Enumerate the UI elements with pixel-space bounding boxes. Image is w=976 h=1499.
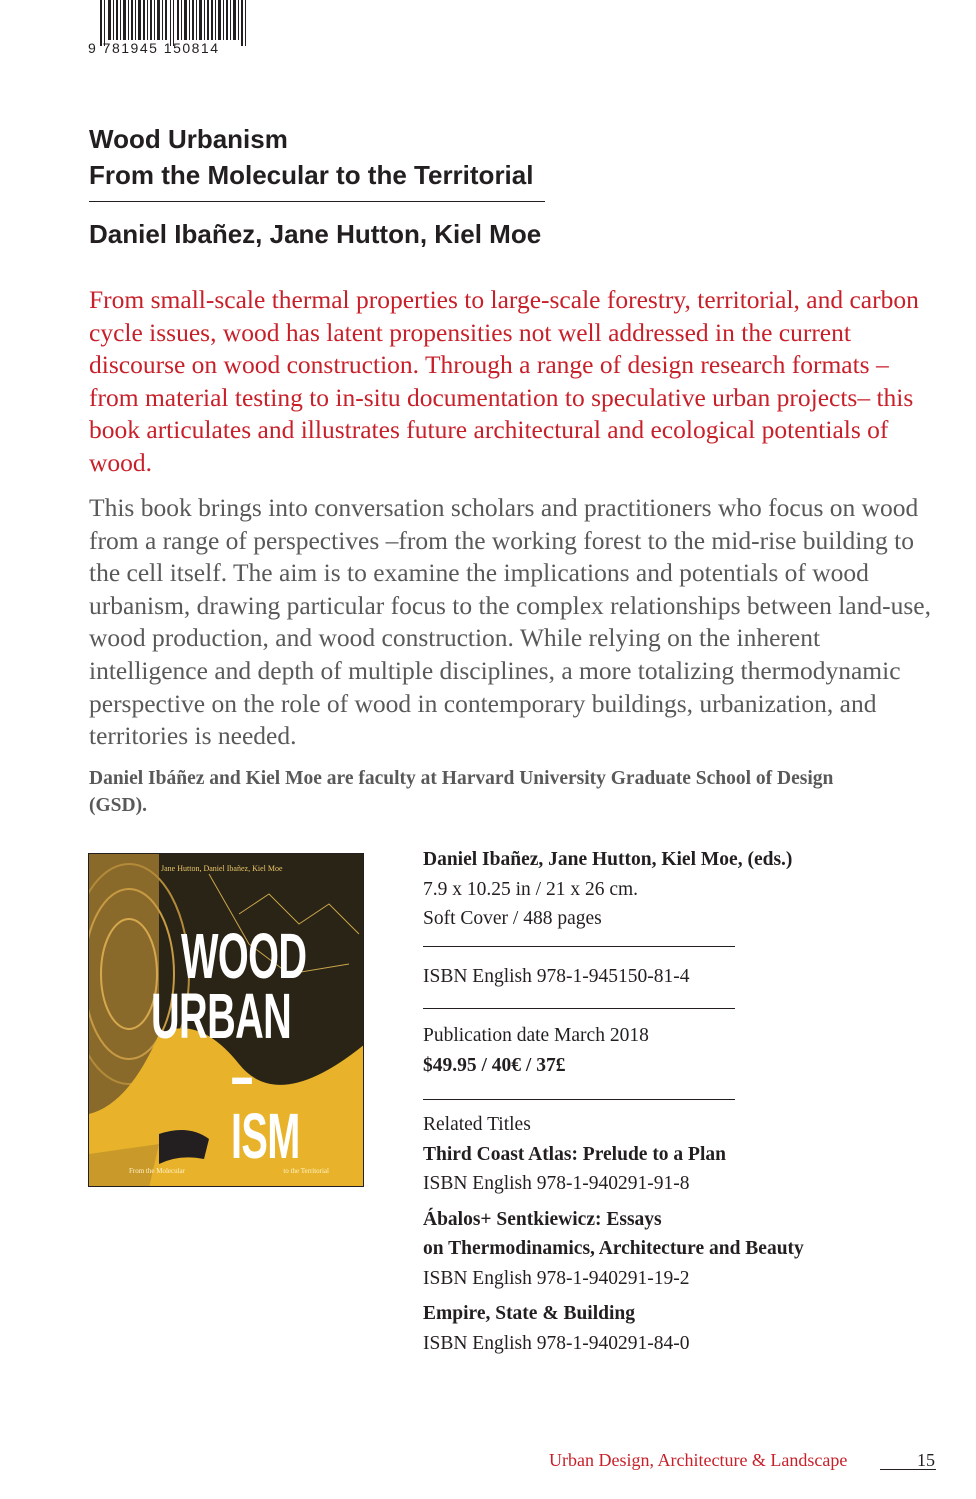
editors: Daniel Ibañez, Jane Hutton, Kiel Moe, (eds.) xyxy=(423,849,793,870)
cover-word-wood: WOOD xyxy=(181,920,307,992)
specs-divider-1 xyxy=(423,946,735,947)
related-title: Ábalos+ Sentkiewicz: Essays xyxy=(423,1208,662,1230)
publication-info xyxy=(423,1021,883,1080)
cover-word-urban: URBAN xyxy=(151,980,292,1052)
cover-authors: Jane Hutton, Daniel Ibañez, Kiel Moe xyxy=(161,864,283,873)
book-authors: Daniel Ibañez, Jane Hutton, Kiel Moe xyxy=(89,219,542,249)
specs-divider-2 xyxy=(423,1008,735,1009)
dimensions: 7.9 x 10.25 in / 21 x 26 cm. xyxy=(423,878,639,900)
book-subtitle: From the Molecular to the Territorial xyxy=(89,160,534,190)
title-divider xyxy=(89,201,545,202)
related-item xyxy=(423,1205,883,1294)
specs-divider-3 xyxy=(423,1099,735,1100)
body-paragraph: This book brings into conversation scholars and practitioners who focus on wood from a range of perspectives –from the working forest to the mid-rise building to the cell itself. The aim is to examine the implications and potentials of wood urbanism, drawing particular focus to the complex relationships between land-use, wood production, and wood construction. While relying on the inherent intelligence and depth of multiple disciplines, a more totalizing thermodynamic perspective on the role of wood in contemporary buildings, urbanization, and territories is needed. xyxy=(89,493,931,751)
section-name: Urban Design, Architecture & Landscape xyxy=(549,1450,848,1470)
related-title: Empire, State & Building xyxy=(423,1303,635,1324)
related-item xyxy=(423,1299,883,1358)
page-number: 15 xyxy=(917,1450,935,1470)
cover-footer xyxy=(129,1167,329,1175)
related-titles xyxy=(423,1110,883,1358)
isbn: ISBN English 978-1-945150-81-4 xyxy=(423,966,690,987)
related-item xyxy=(423,1140,883,1199)
book-cover-image xyxy=(88,853,364,1187)
cover-foot-left: From the Molecular xyxy=(129,1167,185,1175)
book-title-line1: Wood Urbanism xyxy=(89,124,288,154)
related-title: Third Coast Atlas: Prelude to a Plan xyxy=(423,1143,726,1165)
related-isbn: ISBN English 978-1-940291-91-8 xyxy=(423,1173,690,1194)
author-bio: Daniel Ibáñez and Kiel Moe are faculty at Harvard University Graduate School of Design (GSD). xyxy=(89,768,834,816)
cover-word-ism: –ISM xyxy=(231,1040,300,1172)
binding-pages: Soft Cover / 488 pages xyxy=(423,908,602,929)
publication-date: Publication date March 2018 xyxy=(423,1025,649,1046)
related-title-line2: on Thermodinamics, Architecture and Beauty xyxy=(423,1238,804,1259)
related-isbn: ISBN English 978-1-940291-84-0 xyxy=(423,1332,690,1354)
price: $49.95 / 40€ / 37£ xyxy=(423,1054,566,1076)
related-isbn: ISBN English 978-1-940291-19-2 xyxy=(423,1267,690,1289)
lead-paragraph: From small-scale thermal properties to large-scale forestry, territorial, and carbon cycle issues, wood has latent propensities not well addressed in the current discourse on wood construction. Through a range of design research formats –from material testing to in-situ documentation to speculative urban projects– this book articulates and illustrates future architectural and ecological potentials of wood. xyxy=(89,285,919,477)
book-specs xyxy=(423,845,883,934)
related-heading: Related Titles xyxy=(423,1114,531,1135)
book-title xyxy=(89,121,533,193)
barcode-number: 9 781945 150814 xyxy=(88,40,220,56)
cover-foot-right: to the Territorial xyxy=(283,1167,329,1175)
